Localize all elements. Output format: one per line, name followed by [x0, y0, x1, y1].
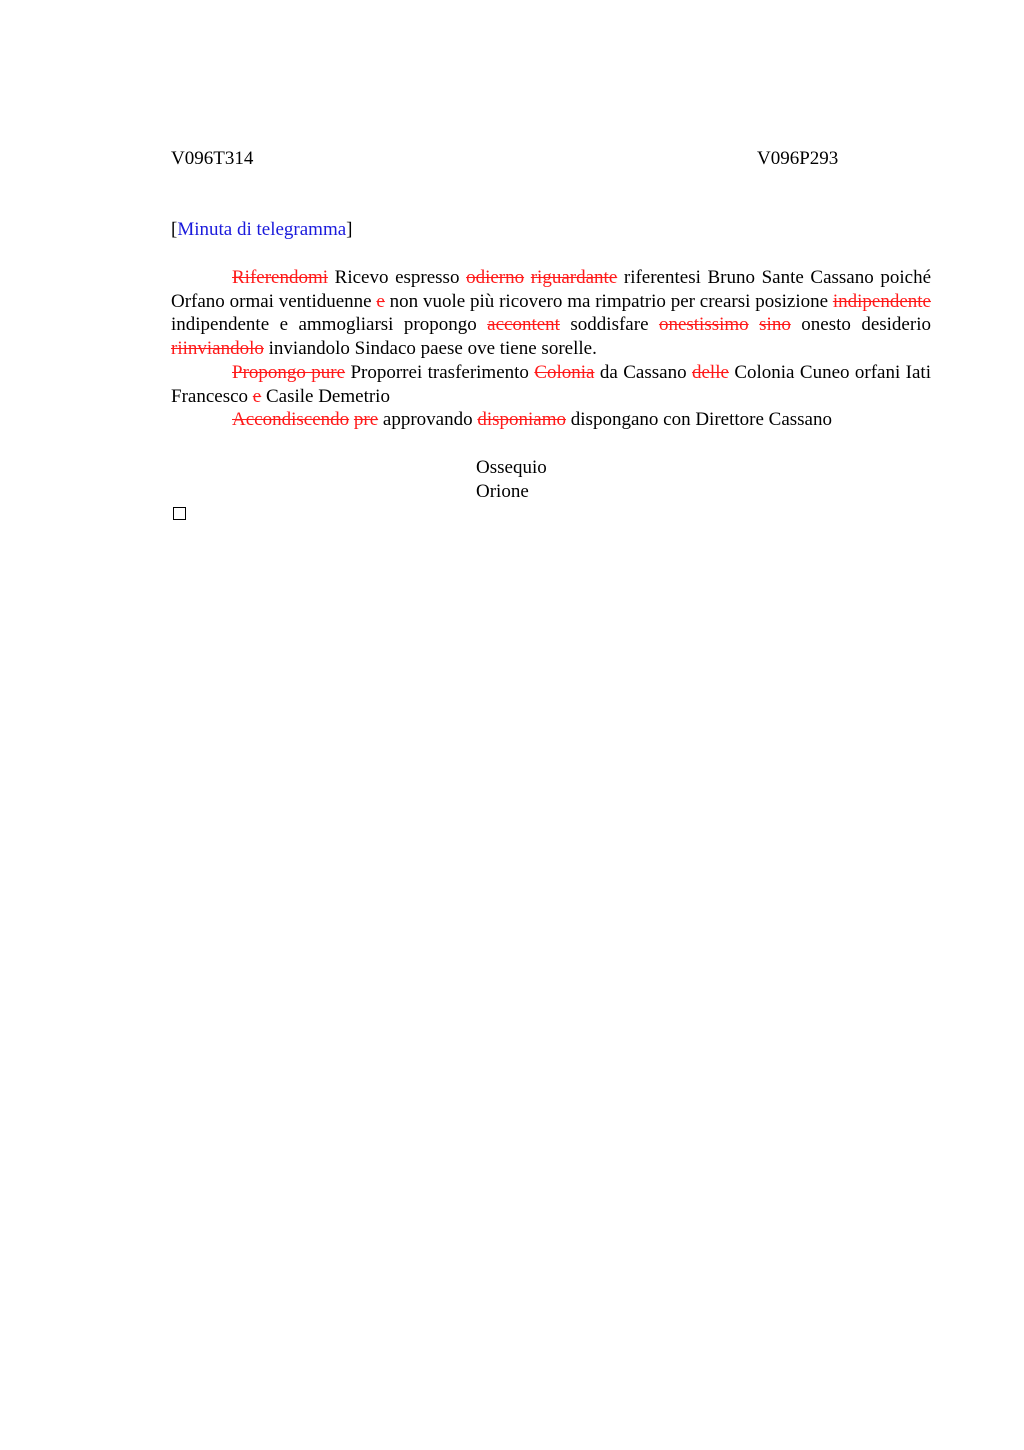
deleted-text: indipendente [832, 290, 931, 312]
body-text-segment: onesto desiderio [790, 314, 931, 336]
body-text-segment: Proporrei trasferimento [345, 361, 535, 383]
body-text-segment: riferentesi Bruno Sante Cassano poiché Orfano ormai ventiduenne [171, 267, 932, 312]
body-text-segment [749, 314, 759, 335]
deleted-text: riinviandolo [171, 338, 264, 360]
signature-closing: Ossequio [476, 457, 547, 478]
paragraph-2 [171, 361, 931, 408]
deleted-text: disponiamo [477, 409, 567, 431]
square-outline-icon [173, 507, 186, 520]
deleted-text: pre [353, 409, 379, 431]
deleted-text: accontent [487, 314, 560, 336]
body-text-segment: Ricevo espresso [328, 267, 467, 288]
body-text-segment: indipendente e ammogliarsi propongo [171, 314, 488, 336]
document-code-right: V096P293 [757, 148, 839, 169]
deleted-text: delle [691, 361, 729, 383]
body-text-segment: soddisfare [559, 314, 659, 336]
deleted-text: e [252, 385, 262, 407]
body-text-segment: Casile Demetrio [261, 385, 390, 407]
title-open-bracket: [ [171, 219, 178, 240]
deleted-text: Accondiscendo [232, 409, 350, 431]
document-title [171, 218, 353, 242]
signature-block [476, 456, 547, 503]
body-text-segment: da Cassano [594, 361, 692, 383]
deleted-text: Colonia [534, 361, 595, 383]
title-close-bracket: ] [346, 219, 353, 240]
deleted-text: Riferendomi [232, 267, 329, 288]
signature-name: Orione [476, 480, 529, 502]
body-text-segment: dispongano con Direttore Cassano [566, 409, 832, 431]
body-text-segment [524, 267, 531, 288]
body-text-segment: non vuole più ricovero ma rimpatrio per crearsi posizione [384, 290, 833, 312]
telegram-body [171, 266, 931, 432]
document-code-left: V096T314 [171, 148, 254, 169]
deleted-text: sino [759, 314, 791, 336]
deleted-text: onestissimo [658, 314, 749, 336]
deleted-text: Propongo pure [232, 361, 346, 383]
deleted-text: riguardante [530, 267, 618, 288]
title-text: Minuta di telegramma [177, 219, 347, 240]
body-text-segment: Colonia Cuneo orfani Iati Francesco [171, 361, 931, 407]
paragraph-1 [171, 266, 931, 361]
paragraph-3 [171, 408, 931, 432]
body-text-segment: approvando [378, 409, 478, 431]
body-text-segment: inviandolo Sindaco paese ove tiene sorelle. [263, 338, 597, 360]
deleted-text: odierno [466, 267, 525, 288]
deleted-text: e [376, 290, 385, 312]
